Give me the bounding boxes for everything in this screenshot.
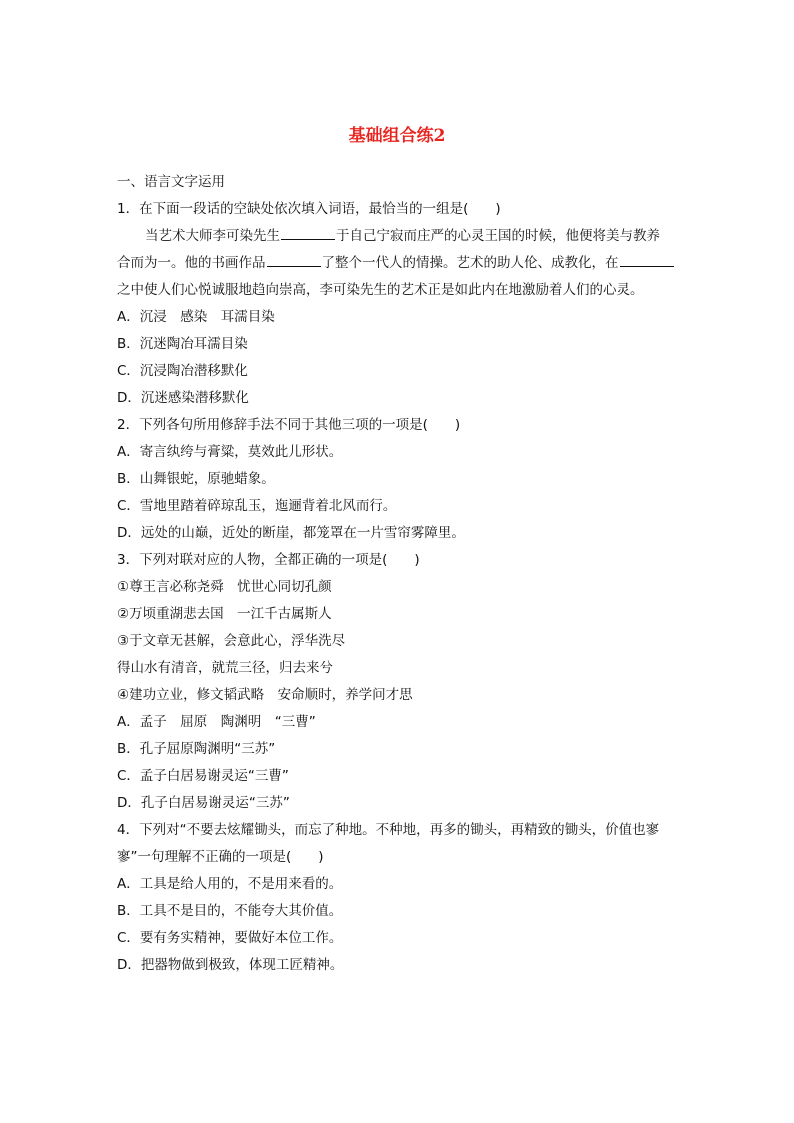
q2-option-d: D．远处的山巅，近处的断崖，都笼罩在一片雪帘雾障里。 — [117, 525, 465, 541]
q4-option-b: B．工具不是目的，不能夸大其价值。 — [117, 903, 343, 919]
q1-option-c: C．沉浸陶冶潜移默化 — [117, 363, 248, 379]
q3-option-c: C．孟子白居易谢灵运“三曹” — [117, 768, 289, 784]
q3-option-a: A．孟子 屈原 陶渊明 “三曹” — [117, 714, 316, 730]
fill-blank-2 — [267, 253, 321, 267]
couplet-1: ①尊王言必称尧舜 忧世心同切孔颜 — [117, 579, 332, 595]
question-1-stem: 1．在下面一段话的空缺处依次填入词语，最恰当的一组是( ) — [117, 201, 501, 217]
q4-option-c: C．要有务实精神，要做好本位工作。 — [117, 930, 343, 946]
question-4-stem-cont: 寥”一句理解不正确的一项是( ) — [117, 849, 324, 865]
q2-option-c: C．雪地里踏着碎琼乱玉，迤逦背着北风而行。 — [117, 498, 397, 514]
q3-option-d: D．孔子白居易谢灵运“三苏” — [117, 795, 290, 811]
q4-option-a: A．工具是给人用的，不是用来看的。 — [117, 876, 343, 892]
q1-option-d: D．沉迷感染潜移默化 — [117, 390, 249, 406]
question-3-stem: 3．下列对联对应的人物，全都正确的一项是( ) — [117, 552, 420, 568]
fill-blank-1 — [281, 226, 335, 240]
q2-option-a: A．寄言纨绔与膏粱，莫效此儿形状。 — [117, 444, 343, 460]
question-4-stem: 4．下列对“不要去炫耀锄头，而忘了种地。不种地，再多的锄头，再精致的锄头，价值也寥 — [117, 822, 660, 838]
couplet-3a: ③于文章无甚解，会意此心，浮华洗尽 — [117, 633, 346, 649]
couplet-3b: 得山水有清音，就荒三径，归去来兮 — [117, 660, 333, 676]
passage-line-3: 之中使人们心悦诚服地趋向崇高，李可染先生的艺术正是如此内在地激励着人们的心灵。 — [117, 282, 644, 298]
q4-option-d: D．把器物做到极致，体现工匠精神。 — [117, 957, 344, 973]
section-heading: 一、语言文字运用 — [117, 174, 225, 190]
q2-option-b: B．山舞银蛇，原驰蜡象。 — [117, 471, 275, 487]
q1-option-a: A．沉浸 感染 耳濡目染 — [117, 309, 275, 325]
q3-option-b: B．孔子屈原陶渊明“三苏” — [117, 741, 276, 757]
fill-blank-3 — [620, 253, 674, 267]
page-title: 基础组合练2 — [348, 126, 446, 146]
passage-line-2: 合而为一。他的书画作品 了整个一代人的情操。艺术的助人伦、成教化，在 — [117, 253, 675, 273]
question-2-stem: 2．下列各句所用修辞手法不同于其他三项的一项是( ) — [117, 417, 461, 433]
passage-line-1: 当艺术大师李可染先生 于自己宁寂而庄严的心灵王国的时候，他便将美与教养 — [145, 228, 660, 244]
couplet-4: ④建功立业，修文韬武略 安命顺时，养学问才思 — [117, 687, 413, 703]
q1-option-b: B．沉迷陶冶耳濡目染 — [117, 336, 248, 352]
couplet-2: ②万顷重湖悲去国 一江千古属斯人 — [117, 606, 332, 622]
